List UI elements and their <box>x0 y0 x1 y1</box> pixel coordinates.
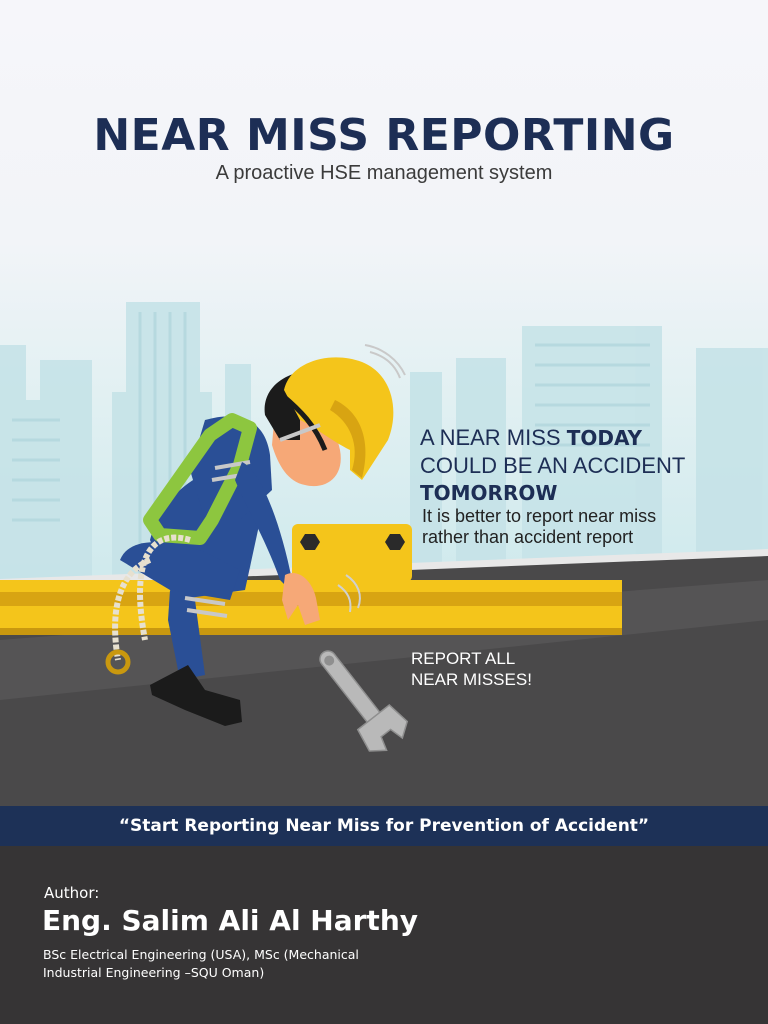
author-label: Author: <box>44 884 100 902</box>
callout-line2: NEAR MISSES! <box>411 670 532 689</box>
credentials-line2: Industrial Engineering –SQU Oman) <box>43 965 265 980</box>
tagline-emphasis-today: TODAY <box>566 426 643 450</box>
tagline-heading <box>420 424 760 507</box>
beam-clamp <box>292 524 412 582</box>
tagline-subtext <box>422 506 742 548</box>
credentials-line1: BSc Electrical Engineering (USA), MSc (Mechanical <box>43 947 359 962</box>
cover-subtitle: A proactive HSE management system <box>215 162 553 184</box>
tagline-emphasis-tomorrow: TOMORROW <box>420 481 558 505</box>
quote-banner: “Start Reporting Near Miss for Prevention of Accident” <box>0 806 768 846</box>
tagline-sub-line2: rather than accident report <box>422 527 634 547</box>
author-credentials <box>43 946 403 982</box>
tagline-line1-prefix: A NEAR MISS <box>420 425 567 450</box>
tagline-sub-line1: It is better to report near miss <box>422 506 657 526</box>
cover-title: NEAR MISS REPORTING <box>93 110 675 161</box>
author-name: Eng. Salim Ali Al Harthy <box>42 904 419 937</box>
report-all-callout <box>411 648 611 690</box>
callout-line1: REPORT ALL <box>411 649 516 668</box>
tagline-line2: COULD BE AN ACCIDENT <box>420 453 686 478</box>
